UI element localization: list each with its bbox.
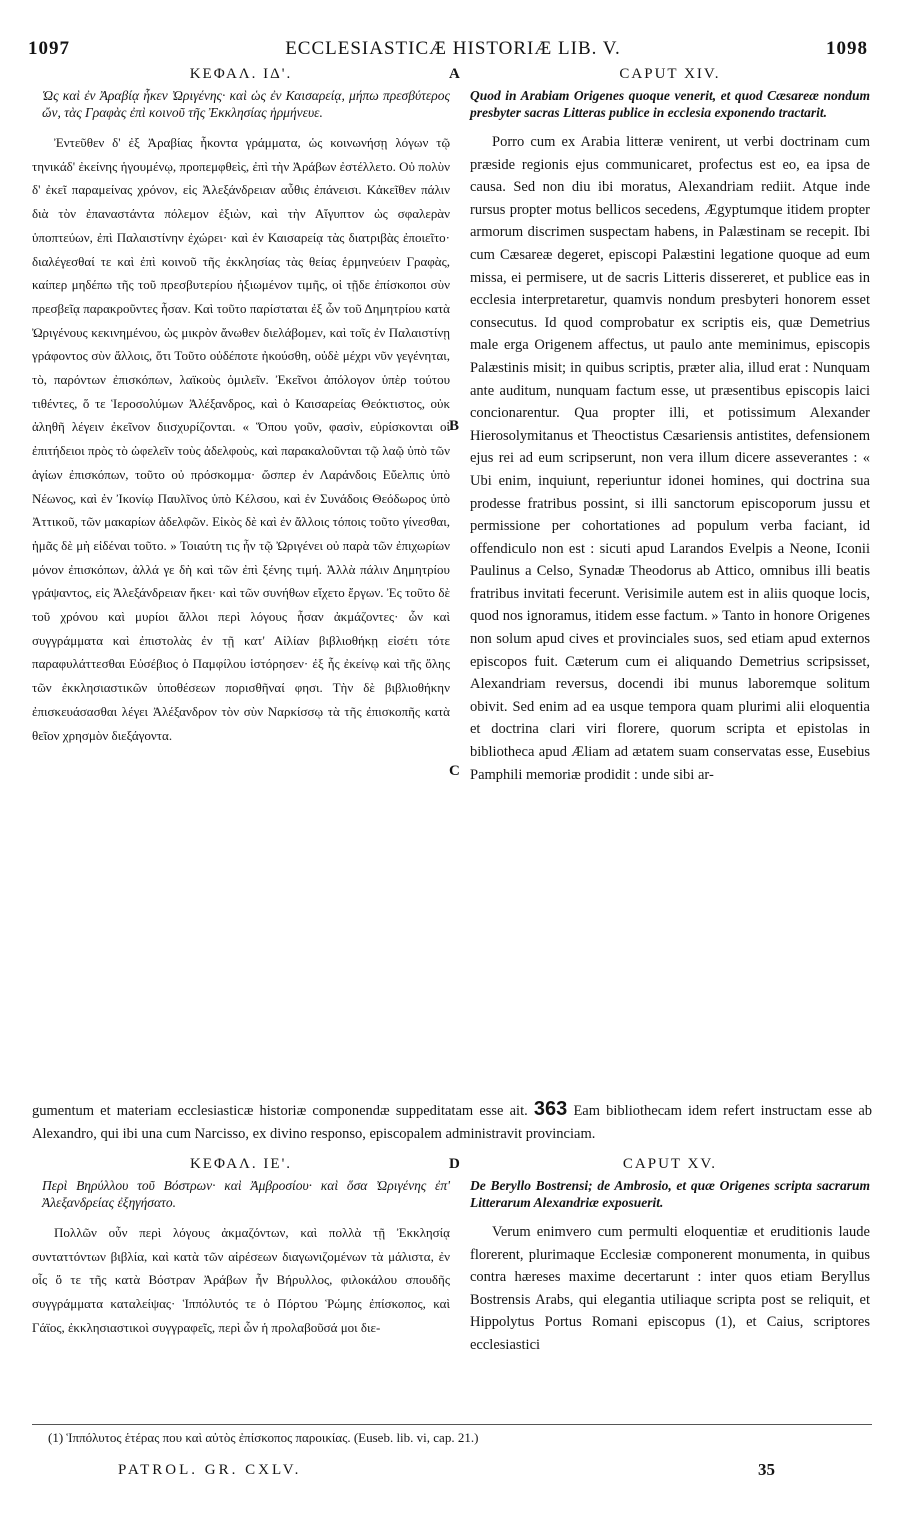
greek-chapter-body: Πολλῶν οὖν περὶ λόγους ἀκμαζόντων, καὶ πολλὰ τῇ Ἐκκλησίᾳ συνταττόντων βιβλία, καὶ κατὰ τῶν αἱρέσεων διαγωνιζομένων τὰ μάλιστα, ἐν οἷς ὅ τε τῆς κατὰ Βόστραν Ἀράβων ἦν Βήρυλλος, φιλοκάλου σπουδῆς συγγράμματα καταλείψας· Ἱππόλυτός τε ὁ Πόρτου Ῥώμης ἐπίσκοπος, καὶ Γάϊος, ἐκκλησιαστικοὶ συγγραφεῖς, περὶ ὧν ἡ προλαβοῦσά μοι διε- <box>32 1225 450 1335</box>
signature-number: 35 <box>758 1460 775 1479</box>
greek-column-section-15 <box>32 1156 450 1418</box>
greek-chapter-body: Ἐντεῦθεν δ' ἐξ Ἀραβίας ἧκοντα γράμματα, ὡς κοινωνήσῃ λόγων τῷ τηνικάδ' ἐκείνης ἡγουμένῳ, προπεμφθεὶς, ἐπὶ τὴν Ἀράβων ἐστέλλετο. Οὐ πολὺν δ' ἐκεῖ παραμείνας χρόνον, εἰς Ἀλεξάνδρειαν αὖθις ἐπάνεισι. Κἀκεῖθεν πάλιν διὰ τὸν ἐπαναστάντα πόλεμον ἐξιὼν, καὶ τὴν Αἴγυπτον ὡς σφαλερὰν ὑποπτεύων, ἐπὶ Παλαιστίνην ἐχώρει· καὶ ἐν Καισαρείᾳ τὰς διατριβὰς ἐποιεῖτο· διαλέγεσθαί τε καὶ ἐπὶ κοινοῦ τῆς ἐκκλησίας τὰς θείας ἑρμηνεύειν Γραφὰς, καίπερ μηδέπω τῆς τοῦ πρεσβυτερίου ἠξιωμένον τιμῆς, οἱ τῇδε ἐπίσκοποι σὺν πρεσβεῖᾳ παρακροῦντες ἦσαν. Καὶ τοῦτο παρίσταται ἐξ ὧν τοῦ Δημητρίου κατὰ Ὠριγένους κεκινημένου, ὡς μικρὸν ἄνωθεν διελάβομεν, καὶ τοῖς ἐν Παλαιστίνῃ γράφοντος σὺν ἄλλοις, ὅτι Τοῦτο οὐδέποτε ἠκούσθη, οὐδὲ μέχρι νῦν γεγένηται, τὸ, παρόντων ἐπισκόπων, λαϊκοὺς ὁμιλεῖν. Ἐκεῖνοι ἀπόλογον ὑπὲρ τούτου τιθέντες, ὅ τε Ἱεροσολύμων Ἀλέξανδρος, καὶ ὁ Καισαρείας Θεόκτιστος, οὐκ ἀληθῆ λέγειν ἐκεῖνον διισχυρίζονται. « Ὅπου γοῦν, φασὶν, εὑρίσκονται οἱ ἐπιτήδειοι πρὸς τὸ ὠφελεῖν τοὺς ἀδελφοὺς, καὶ παρακαλοῦνται τῷ λαῷ ὑπὸ τῶν ἁγίων ἐπισκόπων, τοῦτο οὐ πρόσκομμα· ὥσπερ ἐν Λαράνδοις Εὔελπις ὑπὸ Νέωνος, καὶ ἐν Ἰκονίῳ Παυλῖνος ὑπὸ Κέλσου, καὶ ἐν Συνάδοις Θεόδωρος ὑπὸ Ἀττικοῦ, τῶν μακαρίων ἀδελφῶν. Εἰκὸς δὲ καὶ ἐν ἄλλοις τόποις τοῦτο γίνεσθαι, ἡμᾶς δὲ μὴ εἰδέναι τοῦτο. » Τοιαύτη τις ἦν τῷ Ὠριγένει οὐ παρὰ τῶν ἐπιχωρίων μόνον ἐπισκόπων, ἀλλά γε δὴ καὶ τῶν ἐπὶ ξένης τιμή. Ἀλλὰ πάλιν Δημητρίου γράψαντος, εἰς Ἀλεξάνδρειαν ἥκει· καὶ τῶν συνήθων εἴχετο ἔργων. Ἐς τοῦτο δὲ τοῦ χρόνου καὶ μυρίοι ἄλλοι περὶ λόγους ἦσαν ἀκμάζοντες· ὧν καὶ συγγράμματα καὶ ἐπιστολὰς ἐν τῇ κατ' Αἰλίαν βιβλιοθήκῃ εἰσέτι τότε παραφυλάττεσθαι Εὐσέβιος ὁ Παμφίλου ἱστόρησεν· ἐξ ἧς ἐκείνῳ καὶ τῆς ὅλης τῶν ἐκκλησιαστικῶν ὑποθέσεων πορισθῆναί φησι. Τὴν δὲ βιβλιοθήκην ἐπισκευάσασθαι λέγει Ἀλέξανδρον τὸν σὺν Ναρκίσσῳ τὰ τῆς ἐπισκοπῆς κατὰ θεῖον χρησμὸν διεξάγοντα. <box>32 135 450 743</box>
greek-chapter-subtitle: Ὡς καὶ ἐν Ἀραβίᾳ ἧκεν Ὠριγένης· καὶ ὡς ἐν Καισαρείᾳ, μήπω πρεσβύτερος ὤν, τὰς Γραφὰς ἐπὶ κοινοῦ τῆς Ἐκκλησίας ἡρμήνευε. <box>42 88 450 120</box>
margin-letter-b: B <box>449 418 460 434</box>
latin-chapter-caption: CAPUT XIV. <box>619 66 721 82</box>
fullwidth-continuation <box>32 1098 872 1145</box>
footnote-rule <box>32 1424 872 1425</box>
running-title: ECCLESIASTICÆ HISTORIÆ LIB. V. <box>285 38 621 59</box>
latin-chapter-body: Porro cum ex Arabia litteræ venirent, ut verbi doctrinam cum præside regionis ejus communicaret, profectus est eo, ea ipsa de causa. Sed non diu ibi moratus, Alexandriam rediit. Atque inde rursus propter motus bellicos secedens, Ægyptumque itidem propter armorum discrimen suspectam habens, in Palæstinam se recepit. Ibi cum Cæsareæ degeret, episcopi Palæstini legatione quoque ad eum missa, ei permisere, ut de sacris Litteris dissereret, et publice eas in ecclesia interpretaretur, quamvis nondum presbyteri honorem esset consecutus. Id quod comprobatur ex scriptis eis, quæ Demetrius male erga Origenem affectus, ut paulo ante meminimus, episcopis Palæstinis misit; in quibus scriptis, præter alia, illud erat : Nunquam ante auditum, nunquam factum esse, ut præsentibus episcopis laici concionarentur. Qua propter illi, et potissimum Alexander Hierosolymitanus et Theoctistus Cæsariensis antistites, defensionem ejus rei ad eum scripserunt, non vera illum dicere asseverantes : « Ubi enim, inquiunt, reperiuntur idonei homines, qui doctrina sua prodesse fratribus possint, si illi sanctorum episcoporum jussu et permissione per cohortationes ad populum verba faciant, id offendiculo non est : sicuti apud Larandos Evelpis a Neone, Iconii Paulinus a Celso, Synadæ Theodorus ab Attico, omnibus illi beatis fratribus invitati fecerunt. Verisimile autem est in aliis quoque locis, quod nos ignoramus, itidem esse factum. » Tanto in honore Origenes non solum apud cives et provinciales suos, sed etiam apud externos episcopos fuit. Cæterum cum ei aliquando Demetrius scripsisset, Alexandriam reversus, docendi ibi munus laboremque solitum obivit. Sed enim ad ea usque tempora quam plurimi alii eloquentia et doctrina clari viri florere, quorum scripta et epistolas in bibliotheca apud Æliam ad ætatem suam conservatas esse, Eusebius Pamphili memoriæ prodidit : unde sibi ar- <box>470 134 870 783</box>
margin-letter-c: C <box>449 763 460 779</box>
continuation-text-end: Eam bibliothecam idem refert instructam esse ab Alexandro, qui ibi una cum Narcisso, ex divino responso, episcopalem administravit provinciam. <box>32 1103 873 1142</box>
latin-chapter-body: Verum enimvero cum permulti eloquentiæ et eruditionis laude florerent, plurimaque Ecclesiæ componerent monumenta, in quibus contra hæreses maxime decertarunt : inter quos etiam Beryllus Bostrensis Arabs, qui elegantia utiliaque scripta post se reliquit, et Hippolytus Portus Romani episcopus (1), et Caius, scriptores ecclesiastici <box>470 1224 870 1353</box>
latin-chapter-subtitle: De Beryllo Bostrensi; de Ambrosio, et quæ Origenes scripta sacrarum Litterarum Alexandriæ exposuerit. <box>470 1178 870 1210</box>
greek-chapter-caption: ΚΕΦΑΛ. ΙΕ'. <box>189 1156 293 1172</box>
greek-column-section-14 <box>32 66 450 866</box>
margin-letter-a: A <box>449 66 460 82</box>
greek-chapter-subtitle: Περὶ Βηρύλλου τοῦ Βόστρων· καὶ Ἀμβροσίου· καὶ ὅσα Ὠριγένης ἐπ' Ἀλεξανδρείας ἐξηγήσατο. <box>42 1178 450 1210</box>
margin-letter-d: D <box>449 1156 460 1172</box>
latin-chapter-caption: CAPUT XV. <box>622 1156 718 1172</box>
right-column-number: 1098 <box>826 38 868 59</box>
greek-chapter-caption: ΚΕΦΑΛ. ΙΔ'. <box>189 66 293 82</box>
left-column-number: 1097 <box>28 38 70 59</box>
signature-mark: PATROL. GR. CXLV. <box>118 1462 302 1478</box>
latin-column-section-15 <box>470 1156 870 1418</box>
continuation-text: gumentum et materiam ecclesiasticæ historiæ componendæ suppeditatam esse ait. <box>32 1103 528 1119</box>
latin-column-section-14 <box>470 66 870 876</box>
column-marker: 363 <box>533 1098 568 1120</box>
footnote: (1) Ἱππόλυτος ἑτέρας που καὶ αὐτὸς ἐπίσκοπος παροικίας. (Euseb. lib. vi, cap. 21.) <box>48 1430 479 1445</box>
latin-chapter-subtitle: Quod in Arabiam Origenes quoque venerit, et quod Cæsareæ nondum presbyter sacras Litteras publice in ecclesia exponendo tractarit. <box>470 88 870 120</box>
